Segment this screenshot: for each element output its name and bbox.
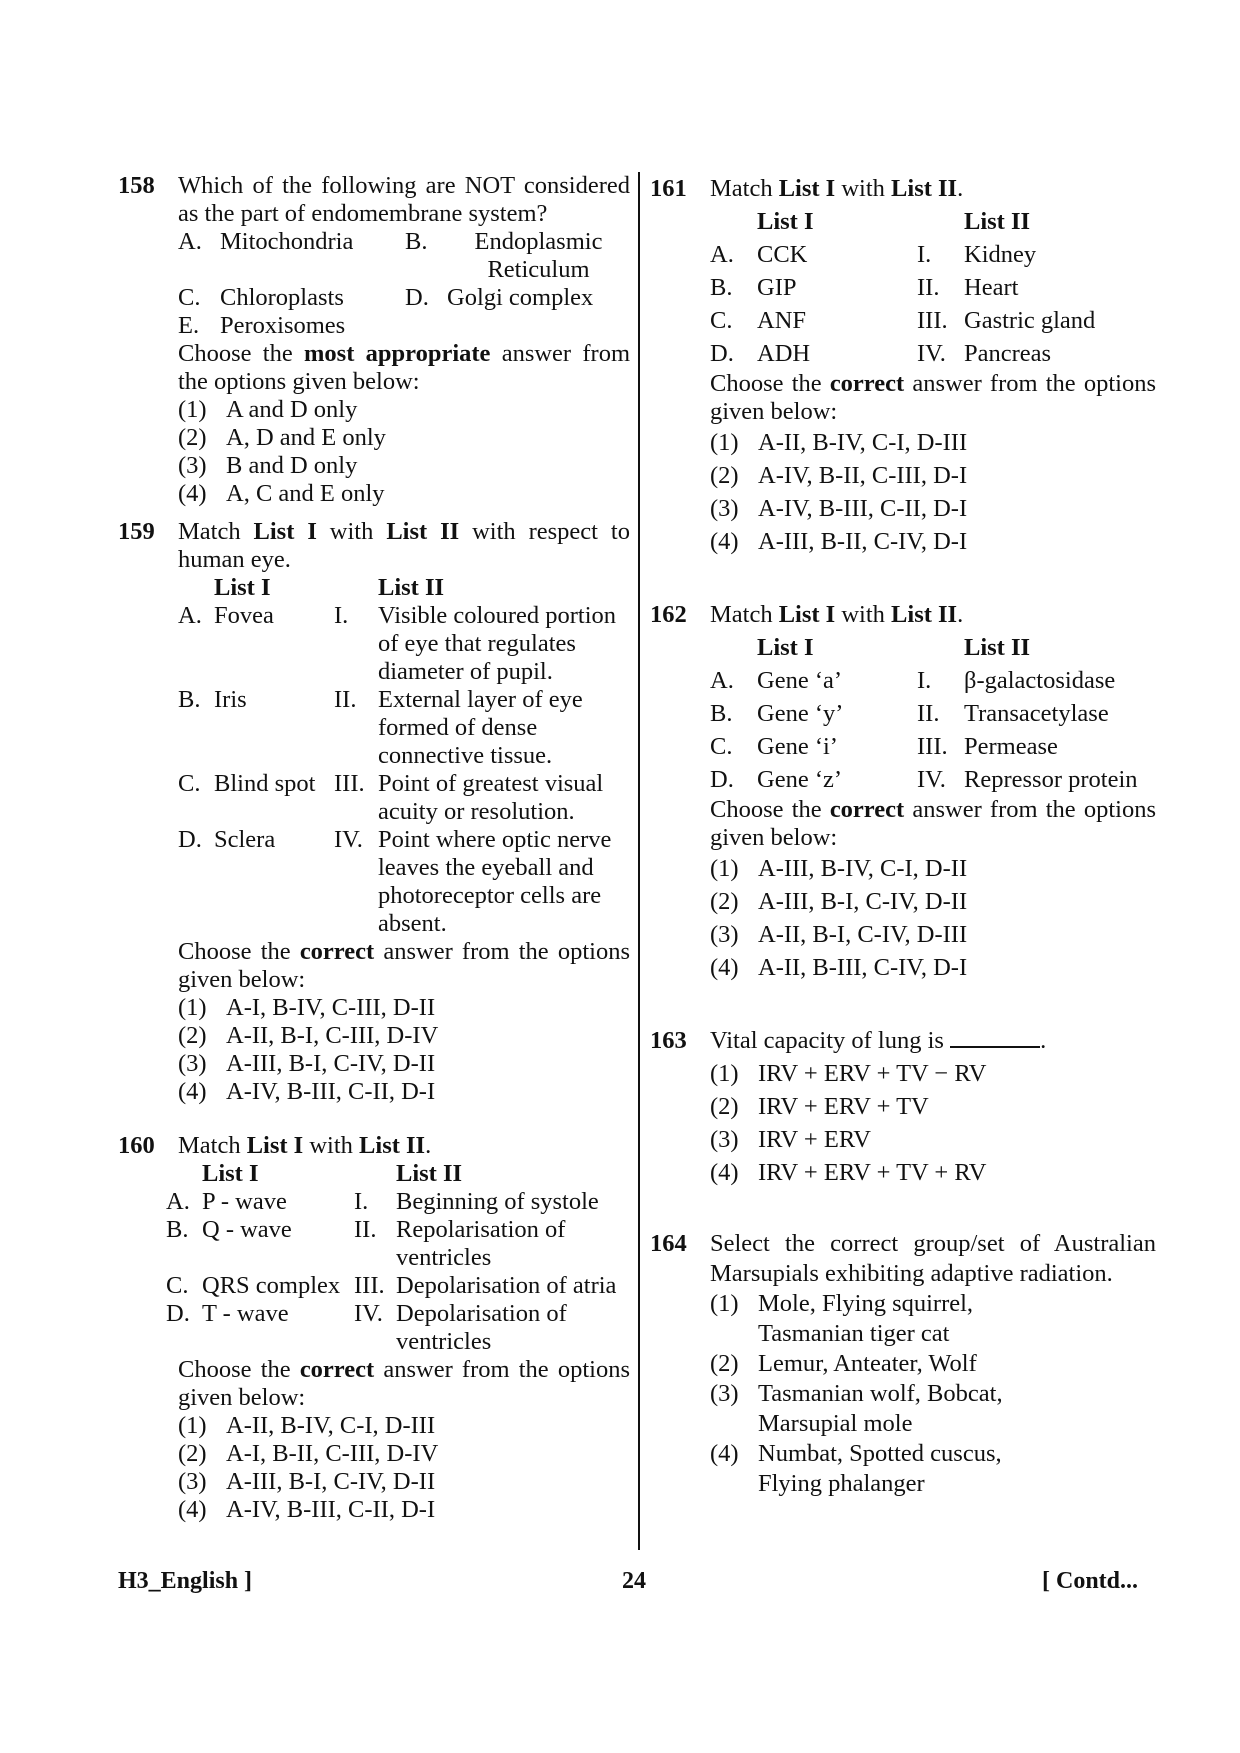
match-row: A. Gene ‘a’ I. β-galactosidase (710, 667, 1116, 694)
item-text: Peroxisomes (220, 312, 346, 339)
answer-option-4[interactable]: (4) A-IV, B-III, C-II, D-I (178, 1078, 436, 1105)
question-stem: Match List I with List II with respect to human eye. (178, 518, 630, 573)
answer-option-2[interactable]: (2) A-IV, B-II, C-III, D-I (710, 462, 968, 489)
question-stem: Match List I with List II. (178, 1132, 432, 1159)
answer-option-4[interactable]: (4) Numbat, Spotted cuscus, Flying phalanger (710, 1440, 1002, 1497)
answer-option-1[interactable]: (1) A-II, B-IV, C-I, D-III (710, 429, 968, 456)
answer-option-1[interactable]: (1) IRV + ERV + TV − RV (710, 1060, 987, 1087)
question-number: 162 (650, 601, 687, 628)
match-row: A. P - wave I. Beginning of systole (166, 1188, 599, 1215)
question-number: 161 (650, 175, 687, 202)
answer-option-2[interactable]: (2) A-II, B-I, C-III, D-IV (178, 1022, 439, 1049)
choose-instruction: Choose the correct answer from the options given below: (178, 1356, 630, 1411)
item-letter: A. (178, 228, 202, 255)
answer-option-4[interactable]: (4) A-III, B-II, C-IV, D-I (710, 528, 968, 555)
match-row: D. Sclera IV. Point where optic nerve leaves the eyeball and photoreceptor cells are absent. (178, 826, 612, 937)
question-stem: Which of the following are NOT considered as the part of endomembrane system? (178, 172, 630, 227)
match-row: B. Iris II. External layer of eye formed of dense connective tissue. (178, 686, 583, 769)
question-159 (118, 518, 630, 1106)
match-table (166, 1160, 618, 1356)
list-1-header: List I (202, 1160, 259, 1187)
item-letter: D. (405, 284, 429, 311)
answer-option-2[interactable]: (2) A, D and E only (178, 424, 386, 451)
list-2-header: List II (378, 574, 445, 601)
answer-options (178, 396, 630, 508)
match-row: D. Gene ‘z’ IV. Repressor protein (710, 766, 1138, 793)
match-row: C. ANF III. Gastric gland (710, 307, 1096, 334)
answer-options (710, 426, 1156, 558)
choose-instruction: Choose the most appropriate answer from the options given below: (178, 340, 630, 395)
answer-option-1[interactable]: (1) Mole, Flying squirrel, Tasmanian tiger cat (710, 1290, 974, 1347)
item-text: Chloroplasts (220, 284, 344, 311)
answer-option-4[interactable]: (4) IRV + ERV + TV + RV (710, 1159, 987, 1186)
column-divider (638, 172, 640, 1550)
question-stem: Vital capacity of lung is . (710, 1027, 1047, 1054)
question-164 (650, 1229, 1156, 1499)
answer-option-1[interactable]: (1) A-II, B-IV, C-I, D-III (178, 1412, 436, 1439)
choose-instruction: Choose the correct answer from the options given below: (178, 938, 630, 993)
answer-option-4[interactable]: (4) A, C and E only (178, 480, 385, 507)
match-row: A. Fovea I. Visible coloured portion of eye that regulates diameter of pupil. (178, 602, 617, 685)
answer-options (710, 1057, 1156, 1189)
question-stem: Select the correct group/set of Australian Marsupials exhibiting adaptive radiation. (710, 1230, 1156, 1287)
answer-option-2[interactable]: (2) Lemur, Anteater, Wolf (710, 1350, 977, 1377)
answer-blank (950, 1028, 1040, 1048)
list-2-header: List II (964, 208, 1031, 235)
match-row: A. CCK I. Kidney (710, 241, 1037, 268)
question-number: 163 (650, 1027, 687, 1054)
answer-option-1[interactable]: (1) A and D only (178, 396, 358, 423)
question-162 (650, 598, 1156, 984)
question-161 (650, 172, 1156, 558)
question-stem: Match List I with List II. (710, 601, 964, 628)
answer-options (710, 852, 1156, 984)
list-1-header: List I (757, 634, 814, 661)
list-2-header: List II (396, 1160, 463, 1187)
item-letter: C. (178, 284, 201, 311)
choose-instruction: Choose the correct answer from the options given below: (710, 370, 1156, 425)
answer-option-3[interactable]: (3) A-IV, B-III, C-II, D-I (710, 495, 968, 522)
match-row: C. QRS complex III. Depolarisation of atria (166, 1272, 617, 1299)
match-row: D. T - wave IV. Depolarisation of ventricles (166, 1300, 567, 1355)
match-table (178, 574, 630, 938)
choose-instruction: Choose the correct answer from the options given below: (710, 796, 1156, 851)
match-row: C. Blind spot III. Point of greatest visual acuity or resolution. (178, 770, 604, 825)
item-text: Mitochondria (220, 228, 354, 255)
question-163 (650, 1024, 1156, 1189)
question-number: 158 (118, 172, 155, 199)
match-row: B. Gene ‘y’ II. Transacetylase (710, 700, 1109, 727)
question-158 (118, 172, 630, 508)
question-stem: Match List I with List II. (710, 175, 964, 202)
answer-option-3[interactable]: (3) A-II, B-I, C-IV, D-III (710, 921, 968, 948)
footer-paper-code: H3_English ] (118, 1568, 253, 1594)
footer-continued: [ Contd... (1042, 1568, 1139, 1594)
answer-option-3[interactable]: (3) Tasmanian wolf, Bobcat, Marsupial mole (710, 1380, 1003, 1437)
question-160 (118, 1132, 630, 1524)
answer-options (710, 1289, 1156, 1499)
answer-option-2[interactable]: (2) IRV + ERV + TV (710, 1093, 929, 1120)
question-number: 164 (650, 1230, 687, 1257)
match-table (710, 205, 1156, 370)
answer-options (178, 1412, 630, 1524)
item-list (178, 228, 630, 340)
answer-option-3[interactable]: (3) A-III, B-I, C-IV, D-II (178, 1050, 436, 1077)
item-letter: B. (405, 228, 428, 255)
answer-option-2[interactable]: (2) A-III, B-I, C-IV, D-II (710, 888, 968, 915)
match-row: B. Q - wave II. Repolarisation of ventricles (166, 1216, 566, 1271)
list-2-header: List II (964, 634, 1031, 661)
answer-option-4[interactable]: (4) A-II, B-III, C-IV, D-I (710, 954, 968, 981)
item-text: Endoplasmic Reticulum (474, 228, 603, 283)
question-number: 160 (118, 1132, 155, 1159)
match-row: B. GIP II. Heart (710, 274, 1019, 301)
question-number: 159 (118, 518, 155, 545)
answer-option-3[interactable]: (3) IRV + ERV (710, 1126, 871, 1153)
footer-page-number: 24 (622, 1568, 646, 1594)
right-column (650, 172, 1156, 1499)
item-text: Golgi complex (447, 284, 594, 311)
answer-option-3[interactable]: (3) A-III, B-I, C-IV, D-II (178, 1468, 436, 1495)
match-row: C. Gene ‘i’ III. Permease (710, 733, 1058, 760)
answer-option-2[interactable]: (2) A-I, B-II, C-III, D-IV (178, 1440, 439, 1467)
item-letter: E. (178, 312, 200, 339)
list-1-header: List I (214, 574, 271, 601)
match-row: D. ADH IV. Pancreas (710, 340, 1052, 367)
match-table (710, 631, 1156, 796)
answer-option-4[interactable]: (4) A-IV, B-III, C-II, D-I (178, 1496, 436, 1523)
answer-option-3[interactable]: (3) B and D only (178, 452, 358, 479)
list-1-header: List I (757, 208, 814, 235)
answer-option-1[interactable]: (1) A-I, B-IV, C-III, D-II (178, 994, 436, 1021)
answer-option-1[interactable]: (1) A-III, B-IV, C-I, D-II (710, 855, 968, 882)
left-column (118, 172, 630, 1524)
answer-options (178, 994, 630, 1106)
